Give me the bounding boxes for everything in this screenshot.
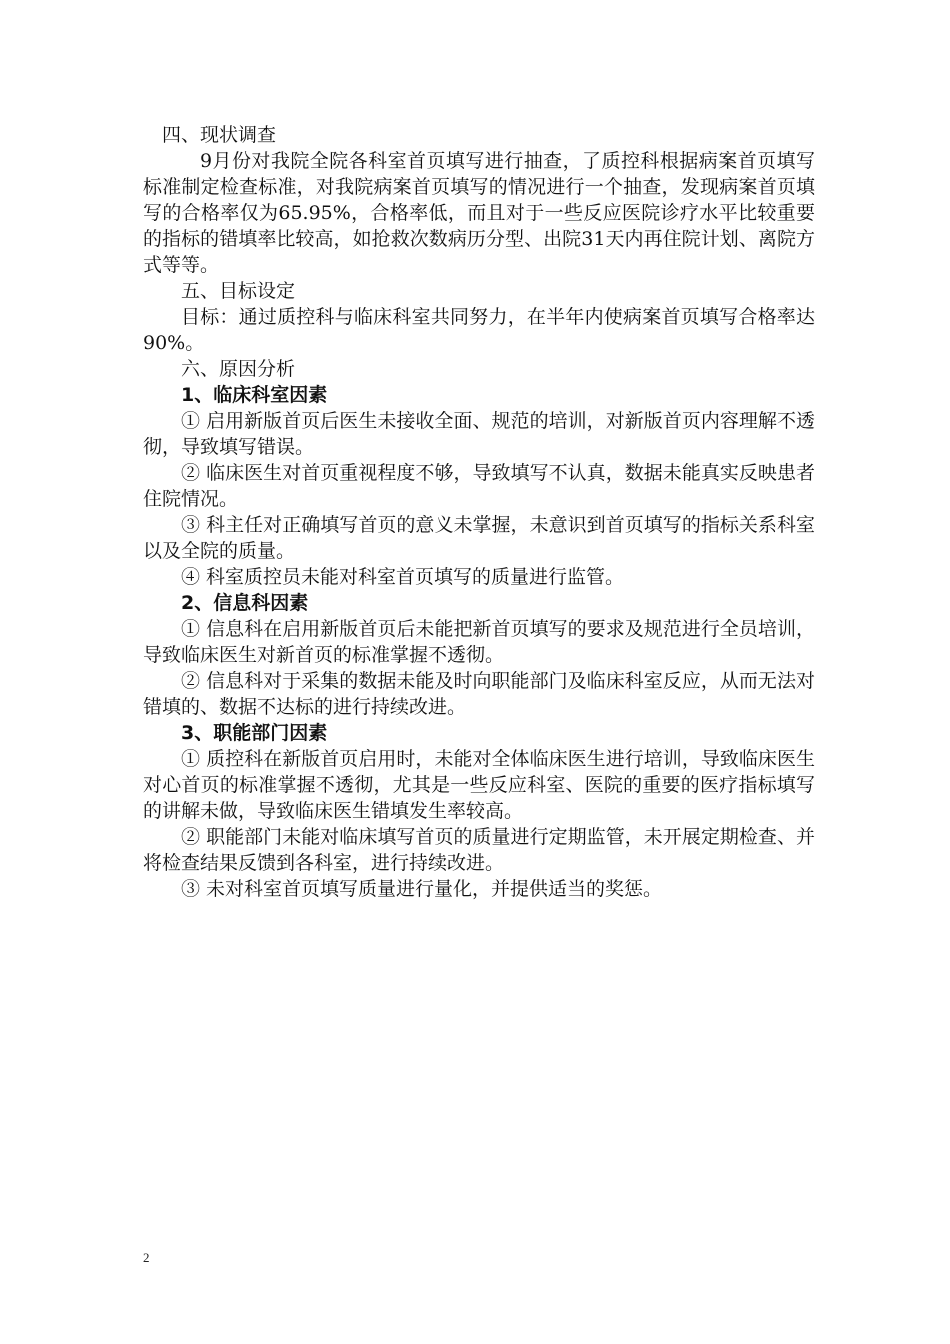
list-item: ② 信息科对于采集的数据未能及时向职能部门及临床科室反应，从而无法对错填的、数据不达标的进行持续改进。 [143, 670, 815, 718]
list-item: ① 启用新版首页后医生未接收全面、规范的培训，对新版首页内容理解不透彻，导致填写错误。 [143, 410, 815, 458]
subheading-it-factors: 2、信息科因素 [181, 592, 309, 614]
list-item: ② 职能部门未能对临床填写首页的质量进行定期监管，未开展定期检查、并将检查结果反馈到各科室，进行持续改进。 [143, 826, 815, 874]
section-heading-goal-setting: 五、目标设定 [181, 280, 296, 302]
list-item: ④ 科室质控员未能对科室首页填写的质量进行监管。 [181, 566, 625, 588]
section-heading-status-survey: 四、现状调查 [162, 124, 277, 146]
list-item: ① 质控科在新版首页启用时，未能对全体临床医生进行培训，导致临床医生对心首页的标准掌握不透彻，尤其是一些反应科室、医院的重要的医疗指标填写的讲解未做，导致临床医生错填发生率较高。 [143, 748, 815, 822]
page-number: 2 [143, 1250, 150, 1265]
subheading-clinical-factors: 1、临床科室因素 [181, 384, 328, 406]
list-item: ③ 科主任对正确填写首页的意义未掌握，未意识到首页填写的指标关系科室以及全院的质量。 [143, 514, 815, 562]
section-heading-cause-analysis: 六、原因分析 [181, 358, 296, 380]
subheading-functional-dept-factors: 3、职能部门因素 [181, 722, 328, 744]
paragraph-status-survey: 9月份对我院全院各科室首页填写进行抽查，了质控科根据病案首页填写标准制定检查标准，对我院病案首页填写的情况进行一个抽查，发现病案首页填写的合格率仅为65.95%，合格率低，而且对于一些反应医院诊疗水平比较重要的指标的错填率比较高，如抢救次数病历分型、出院31天内再住院计划、离院方式等等。 [143, 150, 815, 276]
list-item: ③ 未对科室首页填写质量进行量化，并提供适当的奖惩。 [181, 878, 663, 900]
document-body [143, 122, 815, 902]
paragraph-goal: 目标：通过质控科与临床科室共同努力，在半年内使病案首页填写合格率达90%。 [143, 306, 815, 354]
list-item: ① 信息科在启用新版首页后未能把新首页填写的要求及规范进行全员培训，导致临床医生对新首页的标准掌握不透彻。 [143, 618, 815, 666]
list-item: ② 临床医生对首页重视程度不够，导致填写不认真，数据未能真实反映患者住院情况。 [143, 462, 815, 510]
